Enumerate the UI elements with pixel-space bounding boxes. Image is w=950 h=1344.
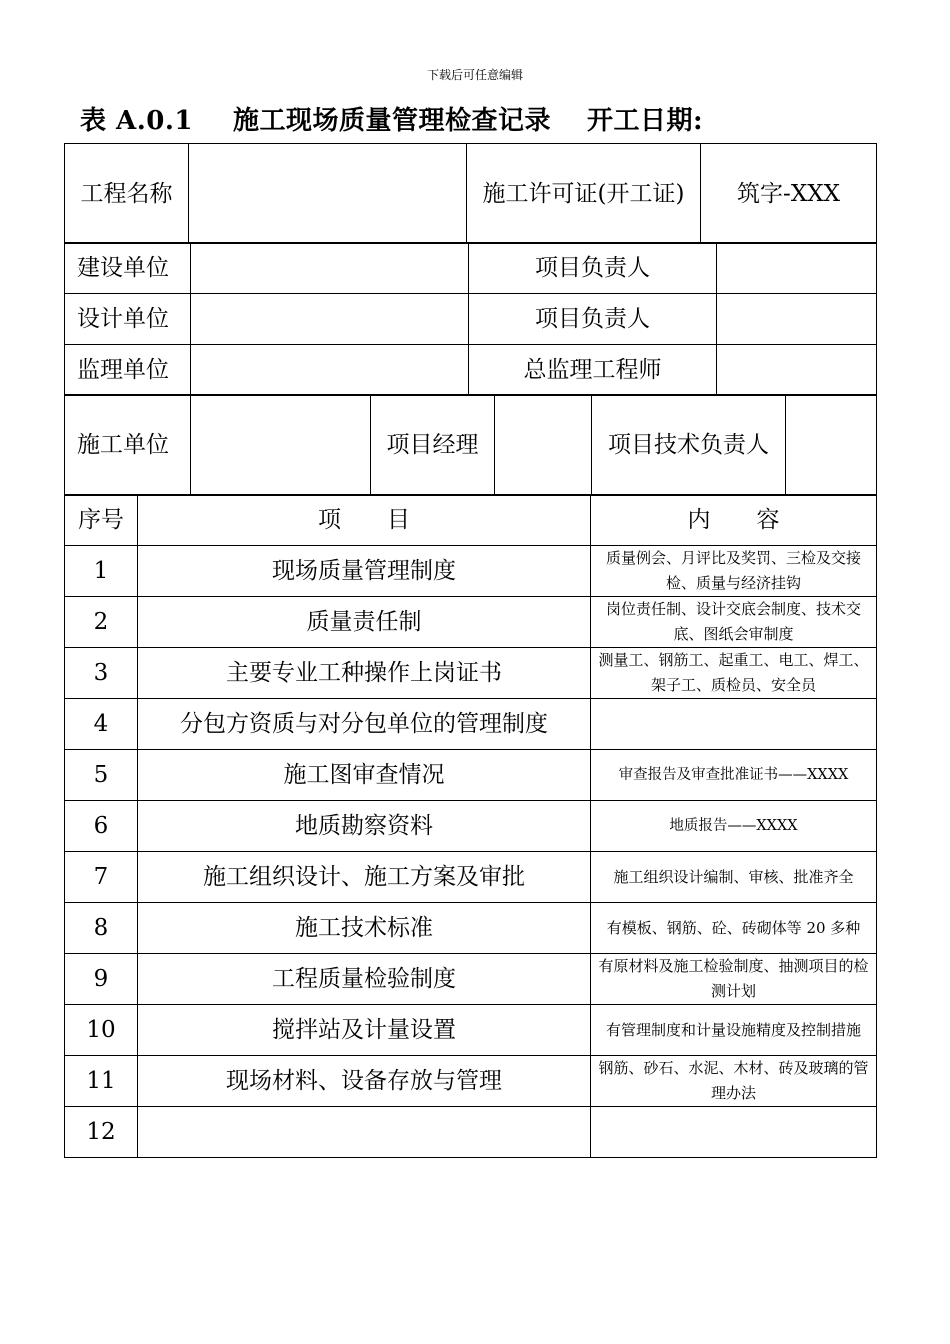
unit-row <box>65 345 877 396</box>
item-content: 有原材料及施工检验制度、抽测项目的检测计划 <box>591 954 877 1005</box>
item-no: 7 <box>65 852 138 903</box>
item-no: 2 <box>65 597 138 648</box>
item-name: 施工组织设计、施工方案及审批 <box>138 852 591 903</box>
table-row <box>65 954 877 1005</box>
table-row <box>65 597 877 648</box>
item-content: 审查报告及审查批准证书——XXXX <box>591 750 877 801</box>
unit-role-value[interactable] <box>717 243 877 294</box>
unit-label: 监理单位 <box>65 345 191 396</box>
table-row <box>65 546 877 597</box>
item-content[interactable] <box>591 1107 877 1158</box>
table-row <box>65 801 877 852</box>
contractor-row <box>65 395 877 496</box>
project-manager-label: 项目经理 <box>371 395 495 496</box>
header-item: 项 目 <box>138 495 591 546</box>
table-row <box>65 1056 877 1107</box>
item-content: 岗位责任制、设计交底会制度、技术交底、图纸会审制度 <box>591 597 877 648</box>
contractor-table <box>64 394 877 496</box>
page-title <box>80 100 703 137</box>
table-row <box>65 903 877 954</box>
item-no: 12 <box>65 1107 138 1158</box>
unit-label: 设计单位 <box>65 294 191 345</box>
project-name-value[interactable] <box>189 144 467 244</box>
item-name: 施工图审查情况 <box>138 750 591 801</box>
unit-role-value[interactable] <box>717 345 877 396</box>
item-no: 8 <box>65 903 138 954</box>
unit-value[interactable] <box>191 294 469 345</box>
item-name: 施工技术标准 <box>138 903 591 954</box>
permit-label: 施工许可证(开工证) <box>467 144 701 244</box>
table-row <box>65 852 877 903</box>
units-table <box>64 242 877 396</box>
tech-lead-label: 项目技术负责人 <box>592 395 786 496</box>
item-content: 有管理制度和计量设施精度及控制措施 <box>591 1005 877 1056</box>
contractor-label: 施工单位 <box>65 395 191 496</box>
header-no: 序号 <box>65 495 138 546</box>
item-name: 质量责任制 <box>138 597 591 648</box>
contractor-value[interactable] <box>191 395 371 496</box>
unit-role-label: 项目负责人 <box>469 294 717 345</box>
item-content: 施工组织设计编制、审核、批准齐全 <box>591 852 877 903</box>
table-row <box>65 648 877 699</box>
item-no: 9 <box>65 954 138 1005</box>
item-no: 11 <box>65 1056 138 1107</box>
unit-role-label: 项目负责人 <box>469 243 717 294</box>
project-name-label: 工程名称 <box>65 144 189 244</box>
item-name: 工程质量检验制度 <box>138 954 591 1005</box>
item-name[interactable] <box>138 1107 591 1158</box>
start-date-label: 开工日期: <box>587 106 704 136</box>
unit-row <box>65 243 877 294</box>
unit-role-label: 总监理工程师 <box>469 345 717 396</box>
permit-value: 筑字-XXX <box>701 144 877 244</box>
item-name: 现场质量管理制度 <box>138 546 591 597</box>
unit-value[interactable] <box>191 243 469 294</box>
table-row <box>65 750 877 801</box>
items-header-row <box>65 495 877 546</box>
unit-row <box>65 294 877 345</box>
project-manager-value[interactable] <box>495 395 592 496</box>
header-content: 内 容 <box>591 495 877 546</box>
item-no: 6 <box>65 801 138 852</box>
form-name: 施工现场质量管理检查记录 <box>233 106 552 136</box>
header-note: 下载后可任意编辑 <box>426 68 523 82</box>
table-row <box>65 699 877 750</box>
items-table <box>64 494 877 1158</box>
item-name: 分包方资质与对分包单位的管理制度 <box>138 699 591 750</box>
item-no: 10 <box>65 1005 138 1056</box>
item-no: 3 <box>65 648 138 699</box>
item-no: 1 <box>65 546 138 597</box>
item-content: 质量例会、月评比及奖罚、三检及交接检、质量与经济挂钩 <box>591 546 877 597</box>
item-name: 现场材料、设备存放与管理 <box>138 1056 591 1107</box>
item-name: 地质勘察资料 <box>138 801 591 852</box>
project-info-table <box>64 143 877 244</box>
unit-value[interactable] <box>191 345 469 396</box>
unit-label: 建设单位 <box>65 243 191 294</box>
table-number: 表 A.0.1 <box>80 106 194 136</box>
item-content: 有模板、钢筋、砼、砖砌体等 20 多种 <box>591 903 877 954</box>
item-content: 地质报告——XXXX <box>591 801 877 852</box>
item-content[interactable] <box>591 699 877 750</box>
table-row <box>65 1107 877 1158</box>
unit-role-value[interactable] <box>717 294 877 345</box>
tech-lead-value[interactable] <box>786 395 877 496</box>
item-no: 5 <box>65 750 138 801</box>
project-name-row <box>65 144 877 244</box>
item-name: 搅拌站及计量设置 <box>138 1005 591 1056</box>
item-no: 4 <box>65 699 138 750</box>
item-content: 测量工、钢筋工、起重工、电工、焊工、架子工、质检员、安全员 <box>591 648 877 699</box>
item-name: 主要专业工种操作上岗证书 <box>138 648 591 699</box>
table-row <box>65 1005 877 1056</box>
item-content: 钢筋、砂石、水泥、木材、砖及玻璃的管理办法 <box>591 1056 877 1107</box>
